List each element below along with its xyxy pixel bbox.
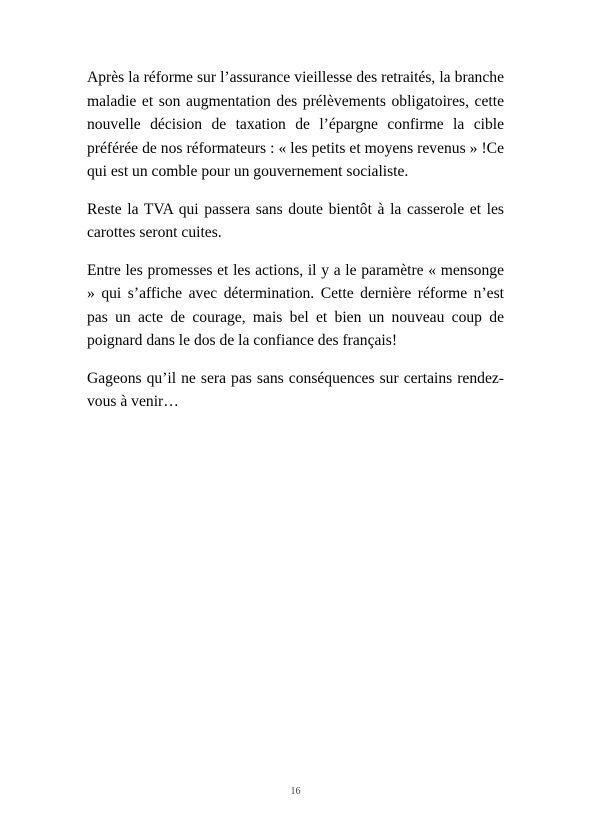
paragraph-vat: Reste la TVA qui passera sans doute bientôt à la casserole et les carottes seront cuites. xyxy=(87,200,504,241)
paragraph-pension-reform: Après la réforme sur l’assurance vieillesse des retraités, la branche maladie et son augmentation des prélèvements obligatoires, cette nouvelle décision de taxation de l’épargne confirme la cible préférée de nos réformateurs : « les petits et moyens revenus » !Ce qui est un comble pour un gouvernement socialiste. xyxy=(87,69,504,180)
page-number: 16 xyxy=(290,786,301,797)
body-text xyxy=(87,66,504,428)
paragraph-promises: Entre les promesses et les actions, il y a le paramètre « mensonge » qui s’affiche avec détermination. Cette dernière réforme n’est pas un acte de courage, mais bel et bien un nouveau coup de poignard dans le dos de la confiance des français! xyxy=(87,261,504,349)
paragraph-consequences: Gageons qu’il ne sera pas sans conséquences sur certains rendez-vous à venir… xyxy=(87,369,504,410)
